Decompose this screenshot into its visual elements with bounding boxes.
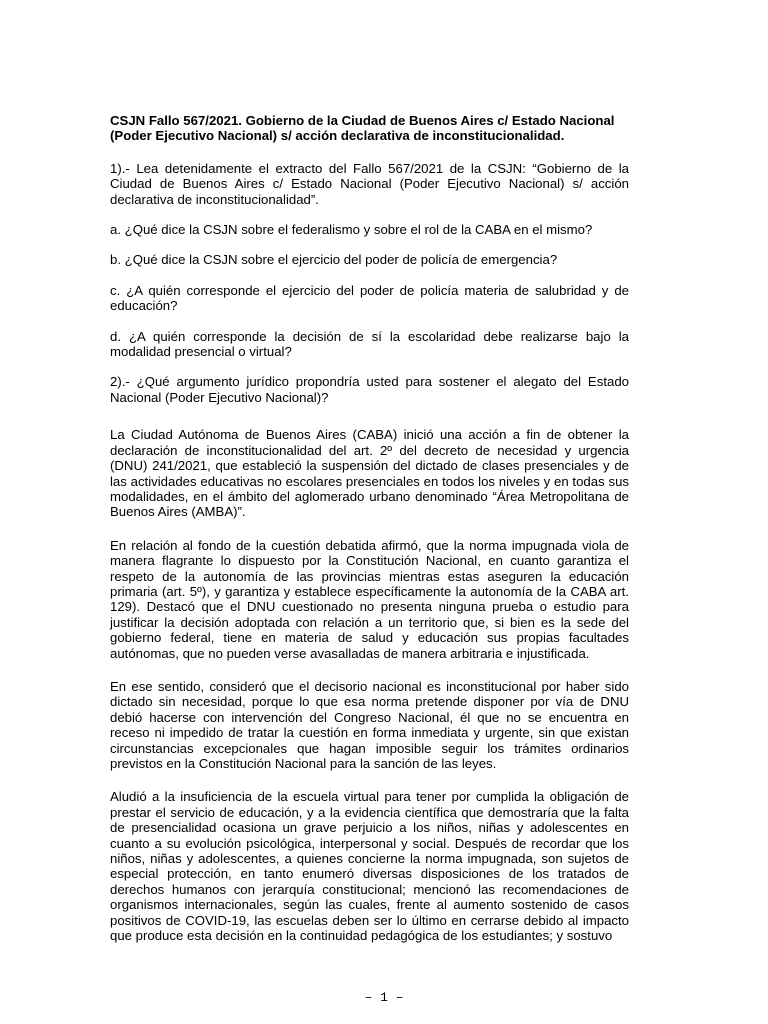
body-paragraph-1: La Ciudad Autónoma de Buenos Aires (CABA) inició una acción a fin de obtener la declaración de inconstitucionalidad del art. 2º del decreto de necesidad y urgencia (DNU) 241/2021, que estableció la suspensión del dictado de clases presenciales y de las actividades educativas no escolares presenciales en todos los niveles y en todas sus modalidades, en el ámbito del aglomerado urbano denominado “Área Metropolitana de Buenos Aires (AMBA)”. bbox=[110, 427, 629, 520]
question-b: b. ¿Qué dice la CSJN sobre el ejercicio del poder de policía de emergencia? bbox=[110, 252, 558, 268]
question-c: c. ¿A quién corresponde el ejercicio del poder de policía materia de salubridad y de educación? bbox=[110, 282, 629, 314]
question-2: 2).- ¿Qué argumento jurídico propondría usted para sostener el alegato del Estado Nacional (Poder Ejecutivo Nacional)? bbox=[110, 374, 629, 405]
body-paragraph-2: En relación al fondo de la cuestión debatida afirmó, que la norma impugnada viola de manera flagrante lo dispuesto por la Constitución Nacional, en cuanto garantiza el respeto de la autonomía de las provincias mientras estas aseguren la educación primaria (art. 5º), y garantiza y establece específicamente la autonomía de la CABA art. 129). Destacó que el DNU cuestionado no presenta ninguna prueba o estudio para justificar la decisión adoptada con relación a un territorio que, si bien es la sede del gobierno federal, tiene en materia de salud y educación sus propias facultades autónomas, que no pueden verse avasalladas de manera arbitraria e injustificada. bbox=[110, 537, 629, 661]
question-a: a. ¿Qué dice la CSJN sobre el federalismo y sobre el rol de la CABA en el mismo? bbox=[110, 222, 593, 238]
question-d: d. ¿A quién corresponde la decisión de sí la escolaridad debe realizarse bajo la modalidad presencial o virtual? bbox=[110, 328, 629, 360]
body-paragraph-4: Aludió a la insuficiencia de la escuela virtual para tener por cumplida la obligación de prestar el servicio de educación, y a la evidencia científica que demostraría que la falta de presencialidad ocasiona un grave perjuicio a los niños, niñas y adolescentes en cuanto a su evolución psicológica, interpersonal y social. Después de recordar que los niños, niñas y adolescentes, a quienes concierne la norma impugnada, son sujetos de especial protección, en tanto enumeró diversas disposiciones de los tratados de derechos humanos con jerarquía constitucional; mencionó las recomendaciones de organismos internacionales, según las cuales, frente al aumento sostenido de casos positivos de COVID-19, las escuelas deben ser lo último en cerrarse debido al impacto que produce esta decisión en la continuidad pedagógica de los estudiantes; y sostuvo bbox=[110, 789, 629, 944]
document-content bbox=[110, 113, 629, 958]
body-paragraph-3: En ese sentido, consideró que el decisorio nacional es inconstitucional por haber sido dictado sin necesidad, porque lo que esa norma pretende disponer por vía de DNU debió hacerse con intervención del Congreso Nacional, él que no se encuentra en receso ni impedido de tratar la cuestión en forma inmediata y urgente, sin que existan circunstancias excepcionales que hagan imposible seguir los trámites ordinarios previstos en la Constitución Nacional para la sanción de las leyes. bbox=[110, 678, 629, 771]
page-number: – 1 – bbox=[364, 990, 404, 1005]
document-title: CSJN Fallo 567/2021. Gobierno de la Ciudad de Buenos Aires c/ Estado Nacional (Poder Ejecutivo Nacional) s/ acción declarativa de inconstitucionalidad. bbox=[110, 113, 615, 144]
question-1: 1).- Lea detenidamente el extracto del Fallo 567/2021 de la CSJN: “Gobierno de la Ciudad de Buenos Aires c/ Estado Nacional (Poder Ejecutivo Nacional) s/ acción declarativa de inconstitucionalidad”. bbox=[110, 160, 629, 207]
